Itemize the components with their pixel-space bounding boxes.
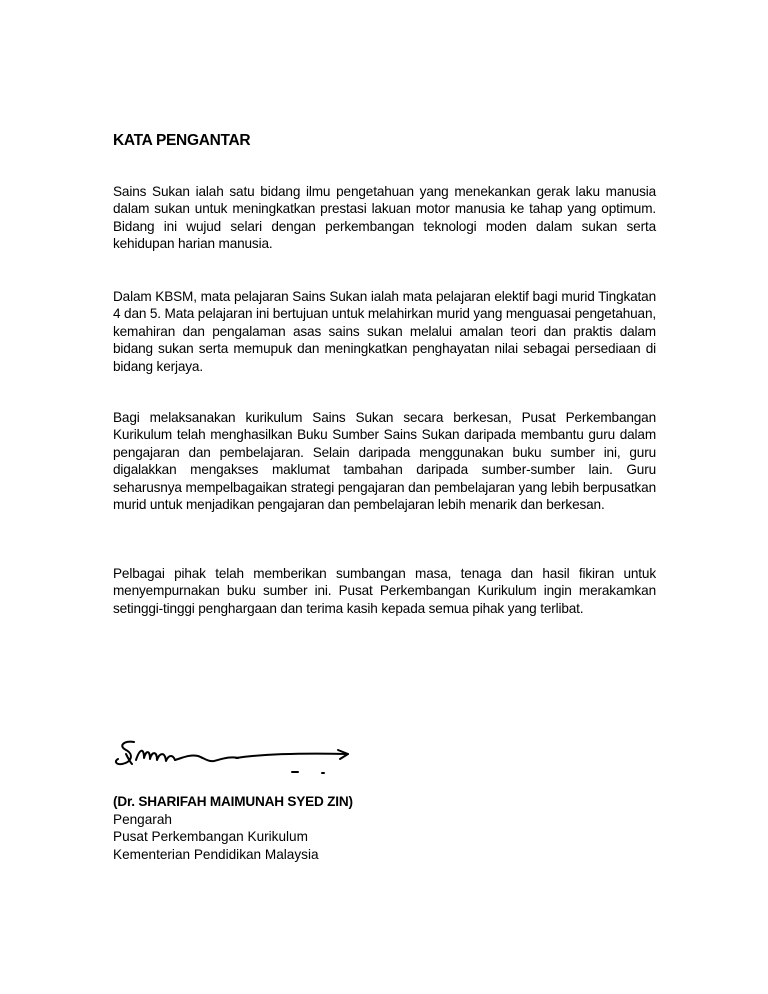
paragraph-3: Bagi melaksanakan kurikulum Sains Sukan secara berkesan, Pusat Perkembangan Kurikulum telah menghasilkan Buku Sumber Sains Sukan daripada membantu guru dalam pengajaran dan pembelajaran. Selain daripada menggunakan buku sumber ini, guru digalakkan mengakses maklumat tambahan daripada sumber-sumber lain. Guru seharusnya mempelbagaikan strategi pengajaran dan pembelajaran yang lebih berpusatkan murid untuk menjadikan pengajaran dan pembelajaran lebih menarik dan berkesan. <box>113 410 656 513</box>
paragraph-2: Dalam KBSM, mata pelajaran Sains Sukan ialah mata pelajaran elektif bagi murid Tingkatan 4 dan 5. Mata pelajaran ini bertujuan untuk melahirkan murid yang menguasai pengetahuan, kemahiran dan pengalaman asas sains sukan melalui amalan teori dan praktis dalam bidang sukan serta memupuk dan meningkatkan penghayatan nilai sebagai persediaan di bidang kerjaya. <box>113 289 657 374</box>
handwritten-signature <box>112 734 358 780</box>
signatory-ministry: Kementerian Pendidikan Malaysia <box>113 846 319 862</box>
signatory-department: Pusat Perkembangan Kurikulum <box>113 829 308 845</box>
signatory-name: (Dr. SHARIFAH MAIMUNAH SYED ZIN) <box>113 794 353 809</box>
signature-block <box>113 793 353 863</box>
signatory-position: Pengarah <box>113 811 172 827</box>
paragraph-4: Pelbagai pihak telah memberikan sumbangan masa, tenaga dan hasil fikiran untuk menyempurnakan buku sumber ini. Pusat Perkembangan Kurikulum ingin merakamkan setinggi-tinggi penghargaan dan terima kasih kepada semua pihak yang terlibat. <box>113 566 656 616</box>
document-title: KATA PENGANTAR <box>113 132 251 149</box>
paragraph-1: Sains Sukan ialah satu bidang ilmu pengetahuan yang menekankan gerak laku manusia dalam sukan untuk meningkatkan prestasi lakuan motor manusia ke tahap yang optimum. Bidang ini wujud selari dengan perkembangan teknologi moden dalam sukan serta kehidupan harian manusia. <box>113 184 656 252</box>
